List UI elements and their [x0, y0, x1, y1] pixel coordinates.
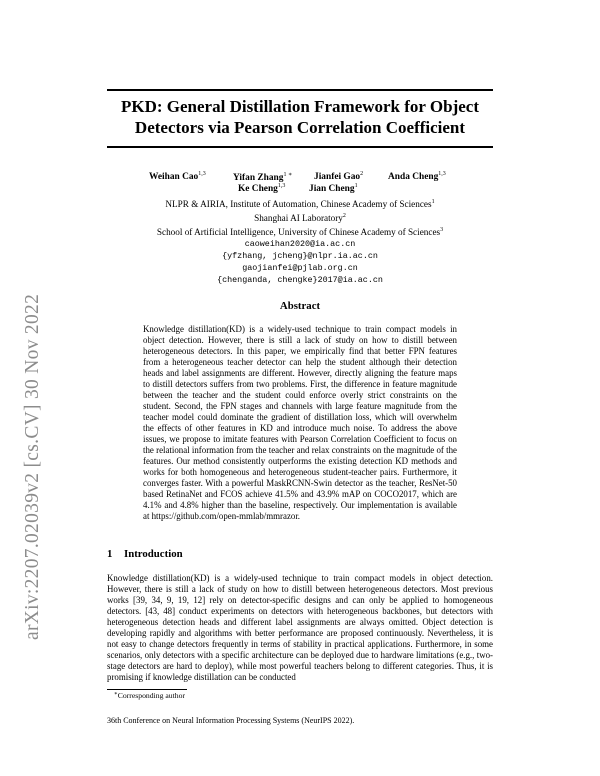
- affiliation-3: School of Artificial Intelligence, University of Chinese Academy of Sciences$^3$: [156, 227, 444, 237]
- section-title: Introduction: [124, 548, 183, 560]
- conference-note: 36th Conference on Neural Information Processing Systems (NeurIPS 2022).: [107, 716, 355, 725]
- title-top-rule: [107, 89, 493, 91]
- author-yifan-zhang: Yifan Zhang$^{1 ∗}$: [233, 172, 293, 183]
- author-anda-cheng: Anda Cheng$^{1,3}$: [388, 171, 446, 182]
- affiliation-2: Shanghai AI Laboratory$^2$: [254, 213, 346, 223]
- section-number: 1: [107, 548, 113, 560]
- email-3: gaojianfei@pjlab.org.cn: [242, 263, 358, 273]
- footnote-mark: ∗: [114, 691, 118, 697]
- affiliation-1: NLPR & AIRIA, Institute of Automation, Chinese Academy of Sciences$^1$: [165, 199, 435, 209]
- footnote: [114, 691, 185, 700]
- email-2: {yfzhang, jcheng}@nlpr.ia.ac.cn: [222, 251, 378, 261]
- arxiv-identifier: arXiv:2207.02039v2 [cs.CV] 30 Nov 2022: [22, 293, 43, 640]
- footnote-text: Corresponding author: [117, 691, 186, 700]
- email-1: caoweihan2020@ia.ac.cn: [244, 239, 356, 249]
- author-ke-cheng: Ke Cheng$^{1,3}$: [238, 183, 286, 194]
- section-heading-introduction: [107, 548, 183, 560]
- abstract-heading: Abstract: [279, 300, 321, 312]
- title-line-1: PKD: General Distillation Framework for Object: [120, 97, 480, 116]
- abstract-text: Knowledge distillation(KD) is a widely-used technique to train compact models in object detection. However, there is still a lack of study on how to distill between heterogeneous detectors. In this paper, we empirically find that better FPN features from a heterogeneous teacher detector can help the student although their detection heads and label assignments are different. However, directly aligning the feature maps to distill detectors suffers from two problems. First, the difference in feature magnitude between the teacher and the student could enforce overly strict constraints on the student. Second, the FPN stages and channels with large feature magnitude from the teacher model could dominate the gradient of distillation loss, which will overwhelm the effects of other features in KD and introduce much noise. To address the above issues, we propose to imitate features with Pearson Correlation Coefficient to focus on the relational information from the teacher and relax constraints on the magnitude of the features. Our method consistently outperforms the existing detection KD methods and works for both homogeneous and heterogeneous student-teacher pairs. Furthermore, it converges faster. With a powerful MaskRCNN-Swin detector as the teacher, ResNet-50 based RetinaNet and FCOS achieve 41.5% and 43.9% mAP on COCO2017, which are 4.1% and 4.8% higher than the baseline, respectively. Our implementation is available at https://github.com/open-mmlab/mmrazor.: [143, 324, 457, 521]
- introduction-text: Knowledge distillation(KD) is a widely-used technique to train compact models in object detection. However, there is still a lack of study on how to distill between heterogeneous detectors. Most previous works [39, 34, 9, 19, 12] rely on detector-specific designs and can only be applied to homogeneous detectors. [43, 48] conduct experiments on detectors with heterogeneous backbones, but detectors with heterogeneous detection heads and different label assignments are always omitted. Object detection is developing rapidly and algorithms with better performance are proposed continuously. Nevertheless, it is not easy to change detectors frequently in terms of stability in practical applications. Furthermore, in some scenarios, only detectors with a specific architecture can be deployed due to hardware limitations (e.g., two-stage detectors are hard to deploy), while most powerful teachers belong to different categories. Thus, it is promising if knowledge distillation can be conducted: [107, 573, 493, 682]
- paper-title: [100, 96, 500, 138]
- affiliations: [100, 196, 500, 286]
- email-4: {chenganda, chengke}2017@ia.ac.cn: [217, 275, 383, 285]
- author-jian-cheng: Jian Cheng$^1$: [309, 183, 358, 194]
- author-weihan-cao: Weihan Cao$^{1,3}$: [149, 171, 206, 182]
- title-bottom-rule: [107, 146, 493, 148]
- title-line-2: Detectors via Pearson Correlation Coefficient: [134, 118, 466, 137]
- footnote-rule: [107, 689, 187, 690]
- author-jianfei-gao: Jianfei Gao$^2$: [314, 171, 364, 182]
